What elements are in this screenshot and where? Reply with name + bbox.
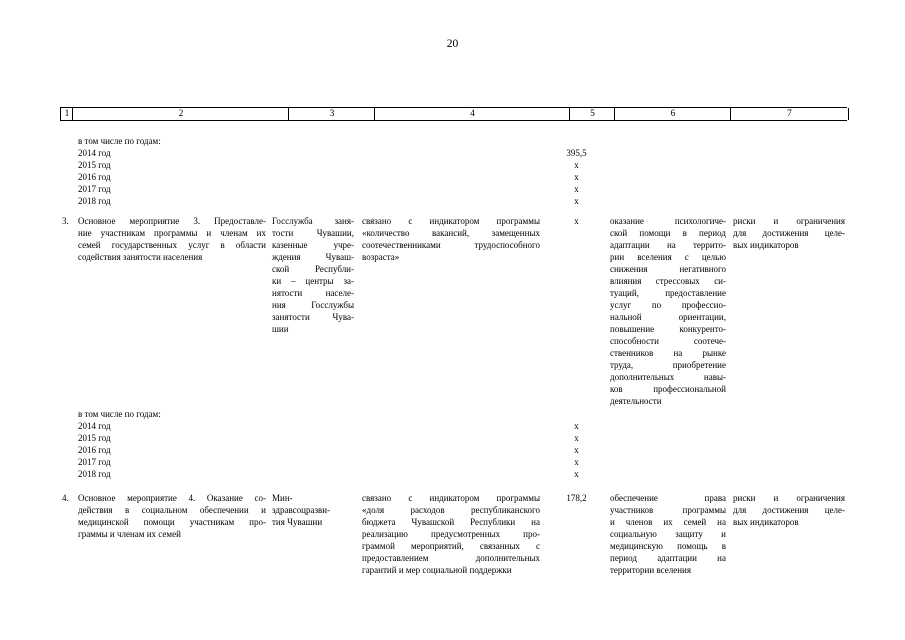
page-number: 20 — [446, 38, 459, 50]
executor-cell — [272, 492, 354, 528]
header-cell-3: 3 — [288, 108, 375, 120]
funding-cell: х — [574, 216, 579, 226]
text-line: медицинскую помощь в — [610, 541, 726, 551]
text-line: и членов их семей на — [610, 517, 726, 527]
year-value: х — [574, 445, 579, 455]
text-line: риски и ограничения — [733, 216, 845, 226]
funding-cell: 178,2 — [566, 493, 587, 503]
measure-name-cell — [78, 492, 266, 540]
risks-cell — [733, 492, 845, 528]
text-line: участников программы — [610, 505, 726, 515]
text-line: соотечественниками трудоспособного — [362, 240, 540, 250]
text-line: рии вселения с целью — [610, 252, 726, 262]
header-cell-5: 5 — [569, 108, 615, 120]
text-line: предоставлением дополнительных — [362, 553, 540, 563]
text-line: «количество вакансий, замещенных — [362, 228, 540, 238]
measure-name-cell — [78, 215, 266, 263]
text-line: нятости населе- — [272, 288, 354, 298]
header-cell-2: 2 — [72, 108, 289, 120]
text-line: для достижения целе- — [733, 228, 845, 238]
text-line: связано с индикатором программы — [362, 216, 540, 226]
years-label: в том числе по годам: — [78, 409, 161, 419]
text-line: здравсоцразви- — [272, 505, 331, 515]
year-label: 2016 год — [78, 172, 111, 182]
row-number: 4. — [62, 493, 69, 503]
text-line: «доля расходов республиканского — [362, 505, 540, 515]
indicator-link-cell — [362, 215, 540, 263]
text-line: риски и ограничения — [733, 493, 845, 503]
text-line: туаций, предоставление — [610, 288, 726, 298]
year-value: х — [574, 160, 579, 170]
year-value: х — [574, 433, 579, 443]
expected-result-cell — [610, 215, 726, 407]
year-value: х — [574, 184, 579, 194]
text-line: труда, приобретение — [610, 360, 726, 370]
text-line: занятости Чува- — [272, 312, 354, 322]
text-line: социальную защиту и — [610, 529, 726, 539]
indicator-link-cell — [362, 492, 540, 576]
text-line: вых индикаторов — [733, 240, 799, 250]
year-label: 2014 год — [78, 148, 111, 158]
text-line: услуг по профессио- — [610, 300, 726, 310]
text-line: территории вселения — [610, 565, 691, 575]
text-line: ния Госслужбы — [272, 300, 354, 310]
text-line: Мин- — [272, 493, 293, 503]
text-line: влияния стрессовых си- — [610, 276, 726, 286]
year-label: 2018 год — [78, 196, 111, 206]
expected-result-cell — [610, 492, 726, 576]
text-line: ков профессиональной — [610, 384, 726, 394]
text-line: граммы и членам их семей — [78, 529, 181, 539]
text-line: способности соотече- — [610, 336, 726, 346]
text-line: повышение конкуренто- — [610, 324, 726, 334]
text-line: вых индикаторов — [733, 517, 799, 527]
year-value: х — [574, 469, 579, 479]
text-line: граммой мероприятий, связанных с — [362, 541, 540, 551]
text-line: реализацию предусмотренных про- — [362, 529, 540, 539]
row-number: 3. — [62, 216, 69, 226]
text-line: деятельности — [610, 396, 662, 406]
year-value: х — [574, 196, 579, 206]
text-line: оказание психологиче- — [610, 216, 726, 226]
text-line: возраста» — [362, 252, 400, 262]
text-line: обеспечение права — [610, 493, 726, 503]
text-line: для достижения целе- — [733, 505, 845, 515]
text-line: Основное мероприятие 4. Оказание со- — [78, 493, 266, 503]
header-cell-4: 4 — [374, 108, 570, 120]
year-label: 2014 год — [78, 421, 111, 431]
executor-cell — [272, 215, 354, 335]
risks-cell — [733, 215, 845, 251]
text-line: ние участникам программы и членам их — [78, 228, 266, 238]
year-value: х — [574, 172, 579, 182]
text-line: содействия занятости населения — [78, 252, 203, 262]
header-cell-1: 1 — [60, 108, 73, 120]
text-line: связано с индикатором программы — [362, 493, 540, 503]
text-line: казенные учре- — [272, 240, 354, 250]
text-line: ской помощи в период — [610, 228, 726, 238]
text-line: семей государственных услуг в области — [78, 240, 266, 250]
header-cell-6: 6 — [614, 108, 731, 120]
text-line: шии — [272, 324, 289, 334]
year-value: 395,5 — [566, 148, 587, 158]
years-label: в том числе по годам: — [78, 136, 161, 146]
text-line: медицинской помощи участникам про- — [78, 517, 266, 527]
year-label: 2017 год — [78, 457, 111, 467]
year-label: 2017 год — [78, 184, 111, 194]
text-line: дополнительных навы- — [610, 372, 726, 382]
text-line: ки – центры за- — [272, 276, 354, 286]
year-value: х — [574, 457, 579, 467]
year-label: 2016 год — [78, 445, 111, 455]
text-line: ской Республи- — [272, 264, 354, 274]
text-line: ственников на рынке — [610, 348, 726, 358]
header-cell-7: 7 — [730, 108, 849, 120]
year-label: 2018 год — [78, 469, 111, 479]
text-line: тости Чувашии, — [272, 228, 354, 238]
text-line: тия Чувашии — [272, 517, 323, 527]
text-line: действия в социальном обеспечении и — [78, 505, 266, 515]
text-line: бюджета Чувашской Республики на — [362, 517, 540, 527]
text-line: период адаптации на — [610, 553, 726, 563]
text-line: ждения Чуваш- — [272, 252, 354, 262]
year-label: 2015 год — [78, 160, 111, 170]
text-line: адаптации на террито- — [610, 240, 726, 250]
year-label: 2015 год — [78, 433, 111, 443]
text-line: Основное мероприятие 3. Предоставле- — [78, 216, 266, 226]
table-header-row — [60, 107, 847, 121]
text-line: Госслужба заня- — [272, 216, 354, 226]
text-line: гарантий и мер социальной поддержки — [362, 565, 512, 575]
text-line: снижения негативного — [610, 264, 726, 274]
year-value: х — [574, 421, 579, 431]
text-line: нальной ориентации, — [610, 312, 726, 322]
